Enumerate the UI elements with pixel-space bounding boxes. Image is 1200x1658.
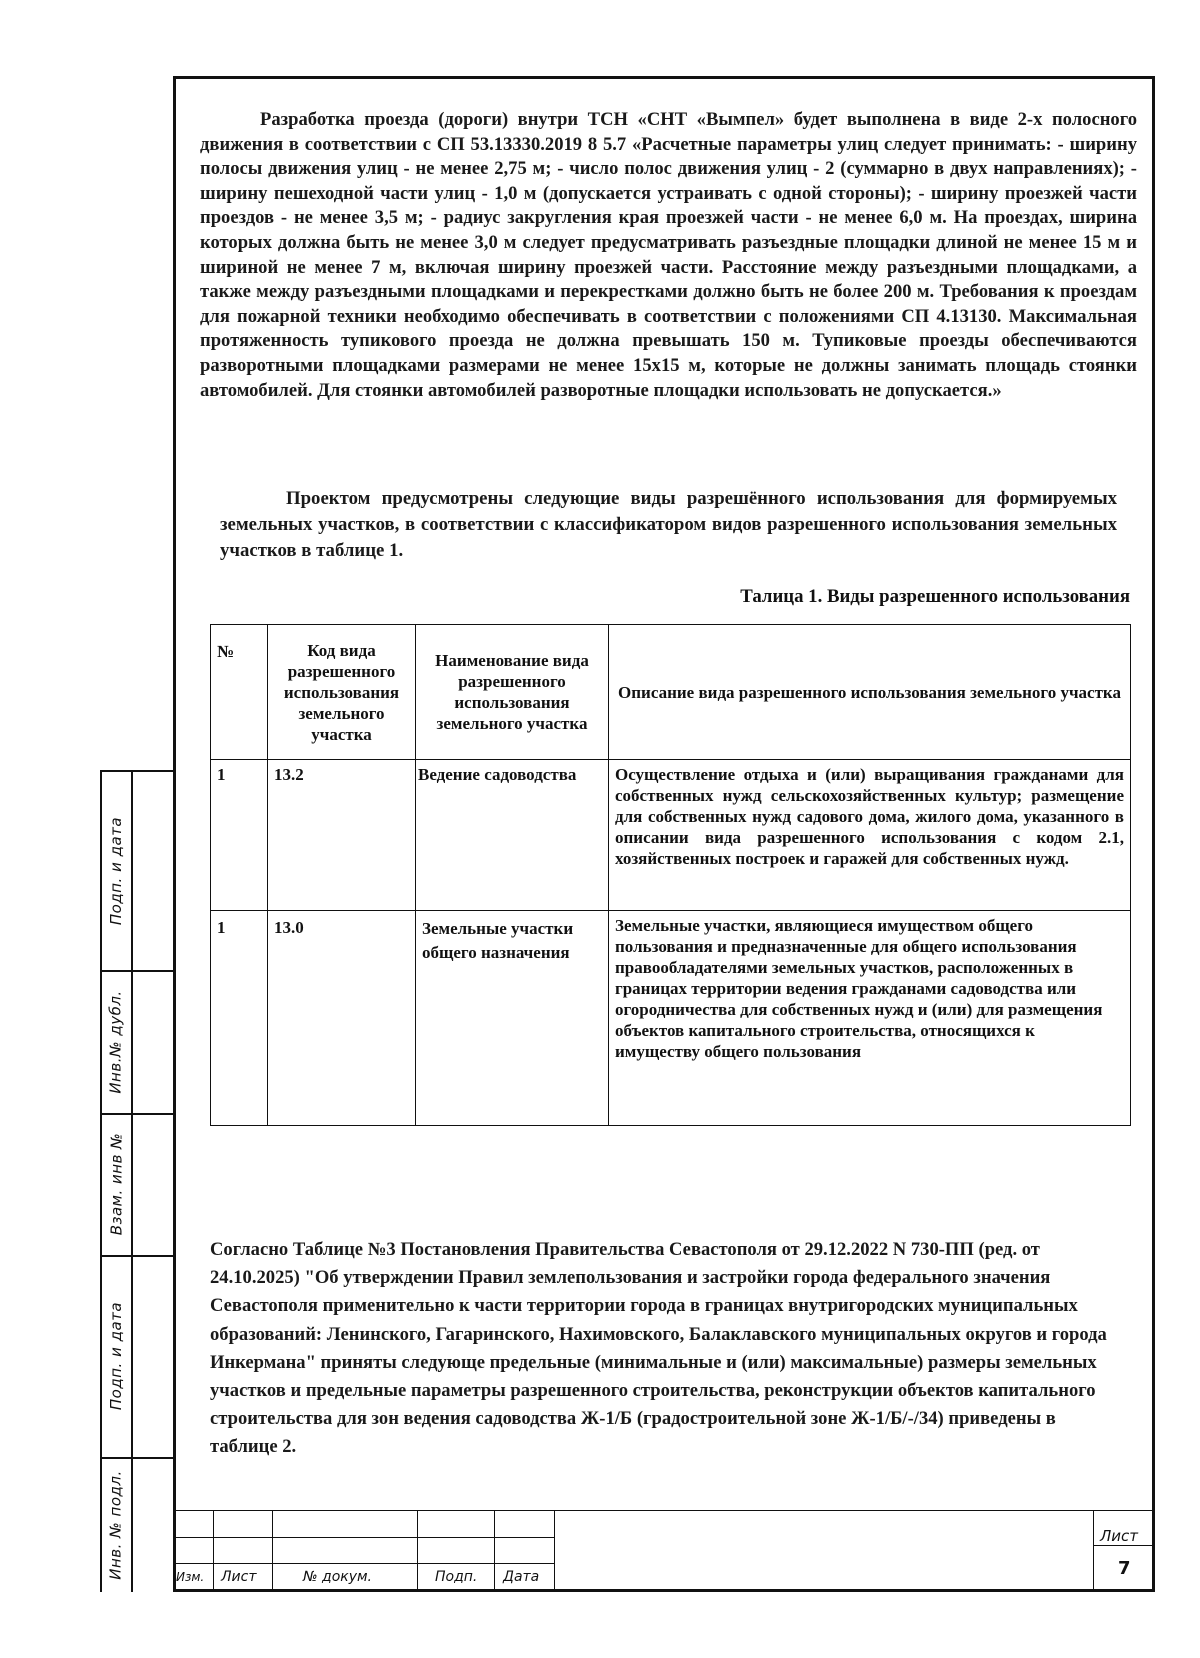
row-num: 1 <box>211 760 268 911</box>
paragraph-regulation: Согласно Таблице №3 Постановления Правительства Севастополя от 29.12.2022 N 730-ПП (ред. от 24.10.2025) "Об утверждении Правил землепользования и застройки города федерального значения Севастополя применительно к части территории города в границах внутригородских муниципальных образований: Ленинского, Гагаринского, Нахимовского, Балаклавского муниципальных округов и города Инкермана" приняты следующе предельные (минимальные и (или) максимальные) размеры земельных участков и предельные параметры разрешенного строительства, реконструкции объектов капитального строительства для зон ведения садоводства Ж-1/Б (градостроительной зоне Ж-1/Б/-/34) приведены в таблице 2. <box>210 1239 1107 1458</box>
stamp-dokum: № докум. <box>303 1569 373 1585</box>
margin-label-vzam-inv: Взам. инв № <box>107 1132 126 1236</box>
header-desc: Описание вида разрешенного использования земельного участка <box>609 625 1131 760</box>
margin-label-inv-dubl: Инв.№ дубл. <box>107 989 126 1094</box>
margin-strip-divider <box>131 770 133 1592</box>
margin-label-podp-data: Подп. и дата <box>107 816 125 926</box>
row-desc: Земельные участки, являющиеся имуществом общего пользования и предназначенные для общего использования правообладателями земельных участков, расположенных в границах территории ведения гражданами садоводства или огородничества для собственных нужд и (или) для размещения объектов капитального строительства, относящихся к имуществу общего пользования <box>609 911 1131 1126</box>
row-desc: Осуществление отдыха и (или) выращивания гражданами для собственных нужд сельскохозяйственных культур; размещение для собственных нужд садового дома, жилого дома, указанного в описании вида разрешенного использования с кодом 2.1, хозяйственных построек и гаражей для собственных нужд. <box>609 760 1131 911</box>
paragraph-usage-intro: Проектом предусмотрены следующие виды разрешённого использования для формируемых земельных участков, в соответствии с классификатором видов разрешенного использования земельных участков в таблице 1. <box>220 488 1117 561</box>
usage-table <box>210 624 1131 1126</box>
row-code: 13.0 <box>268 911 416 1126</box>
paragraph-road-requirements: Разработка проезда (дороги) внутри ТСН «СНТ «Вымпел» будет выполнена в виде 2-х полосного движения в соответствии с СП 53.13330.2019 8 5.7 «Расчетные параметры улиц следует принимать: - ширину полосы движения улиц - не менее 2,75 м; - число полос движения улиц - 2 (суммарно в двух направлениях); - ширину пешеходной части улиц - 1,0 м (допускается устраивать с одной стороны); - ширину проезжей части проездов - не менее 3,5 м; - радиус закругления края проезжей части - не менее 6,0 м. На проездах, ширина которых должна быть не менее 3,0 м следует предусматривать разъездные площадки длиной не менее 15 м и шириной не менее 7 м, включая ширину проезжей части. Расстояние между разъездными площадками, а также между разъездными площадками и перекрестками должно быть не более 200 м. Требования к проездам для пожарной техники необходимо обеспечивать в соответствии с положениями СП 4.13130. Максимальная протяженность тупикового проезда не должна превышать 150 м. Тупиковые проезды обеспечиваются разворотными площадками размерами не менее 15х15 м, которые не должны занимать площадь стоянки автомобилей. Для стоянки автомобилей разворотные площадки использовать не допускается.» <box>200 109 1137 401</box>
margin-label-inv-podl: Инв. № подл. <box>107 1469 126 1580</box>
stamp-list: Лист <box>221 1569 257 1585</box>
header-num: № <box>211 625 268 760</box>
table-header-row <box>211 625 1131 760</box>
row-num: 1 <box>211 911 268 1126</box>
table-caption: Талица 1. Виды разрешенного использования <box>740 586 1130 607</box>
row-name: Ведение садоводства <box>416 760 609 911</box>
header-name: Наименование вида разрешенного использования земельного участка <box>416 625 609 760</box>
stamp-data: Дата <box>503 1569 540 1585</box>
sheet-number: 7 <box>1118 1558 1131 1579</box>
row-code: 13.2 <box>268 760 416 911</box>
stamp-podp: Подп. <box>435 1569 478 1585</box>
margin-label-podp-data-bottom: Подп. и дата <box>107 1301 125 1411</box>
table-row <box>211 760 1131 911</box>
row-name: Земельные участки общего назначения <box>416 911 609 1126</box>
sheet-label: Лист <box>1100 1527 1139 1545</box>
table-row <box>211 911 1131 1126</box>
stamp-izm: Изм. <box>176 1570 205 1584</box>
header-code: Код вида разрешенного использования земельного участка <box>268 625 416 760</box>
